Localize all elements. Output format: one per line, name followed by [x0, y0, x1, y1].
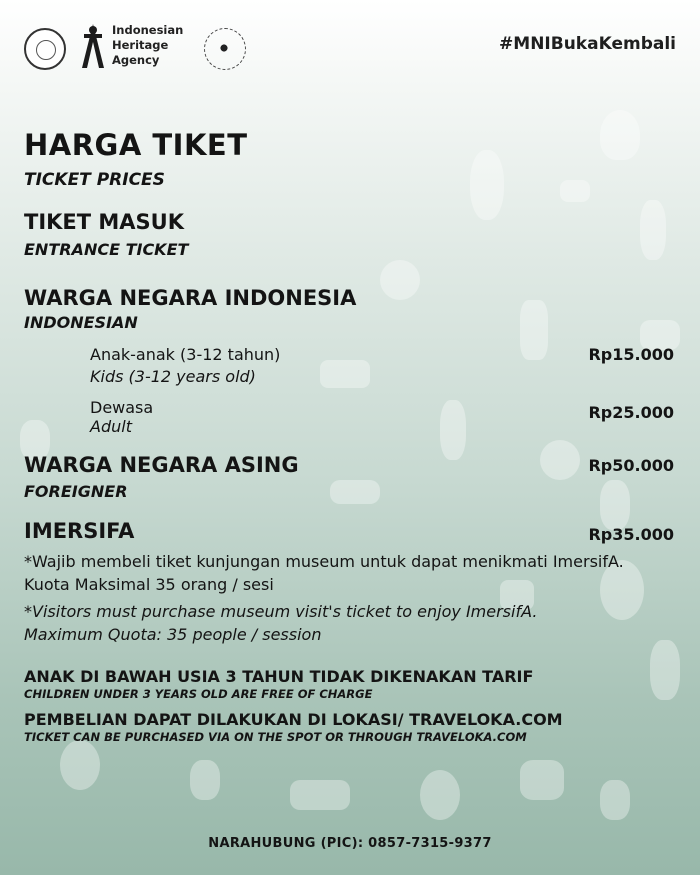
free-children-notice-en: CHILDREN UNDER 3 YEARS OLD ARE FREE OF CHARGE [24, 687, 373, 701]
hashtag: #MNIBukaKembali [499, 34, 676, 54]
tut-wuri-handayani-logo [24, 28, 66, 70]
kids-label: Anak-anak (3-12 tahun) [90, 345, 281, 364]
imersifa-note-en-2: Maximum Quota: 35 people / session [24, 625, 322, 644]
kids-label-en: Kids (3-12 years old) [90, 367, 256, 386]
imersifa-price: Rp35.000 [588, 525, 674, 544]
entrance-heading: TIKET MASUK [24, 210, 184, 234]
adult-label: Dewasa [90, 398, 154, 417]
wni-heading: WARGA NEGARA INDONESIA [24, 286, 357, 310]
agency-line-2: Heritage [112, 38, 169, 52]
wna-heading-en: FOREIGNER [24, 482, 128, 501]
free-children-notice: ANAK DI BAWAH USIA 3 TAHUN TIDAK DIKENAKAN TARIF [24, 667, 534, 686]
kids-price: Rp15.000 [588, 345, 674, 364]
wni-heading-en: INDONESIAN [24, 313, 138, 332]
agency-line-1: Indonesian [112, 23, 184, 37]
adult-price: Rp25.000 [588, 403, 674, 422]
adult-label-en: Adult [90, 417, 132, 436]
page-title-en: TICKET PRICES [24, 170, 165, 190]
imersifa-note-en-1: *Visitors must purchase museum visit's ticket to enjoy ImersifA. [24, 602, 538, 621]
purchase-notice-en: TICKET CAN BE PURCHASED VIA ON THE SPOT OR THROUGH TRAVELOKA.COM [24, 730, 527, 744]
contact-info: NARAHUBUNG (PIC): 0857-7315-9377 [208, 836, 492, 851]
indonesian-heritage-agency-logo [80, 22, 106, 70]
header [24, 22, 676, 72]
imersifa-heading: IMERSIFA [24, 519, 135, 543]
imersifa-note-id-1: *Wajib membeli tiket kunjungan museum untuk dapat menikmati ImersifA. [24, 552, 624, 571]
agency-name [112, 23, 183, 68]
wna-price: Rp50.000 [588, 456, 674, 475]
imersifa-note-id-2: Kuota Maksimal 35 orang / sesi [24, 575, 274, 594]
purchase-notice: PEMBELIAN DAPAT DILAKUKAN DI LOKASI/ TRAVELOKA.COM [24, 710, 563, 729]
page-title: HARGA TIKET [24, 128, 248, 162]
agency-line-3: Agency [112, 53, 160, 67]
museum-nasional-indonesia-logo [204, 28, 246, 70]
entrance-heading-en: ENTRANCE TICKET [24, 240, 189, 259]
wna-heading: WARGA NEGARA ASING [24, 453, 299, 477]
